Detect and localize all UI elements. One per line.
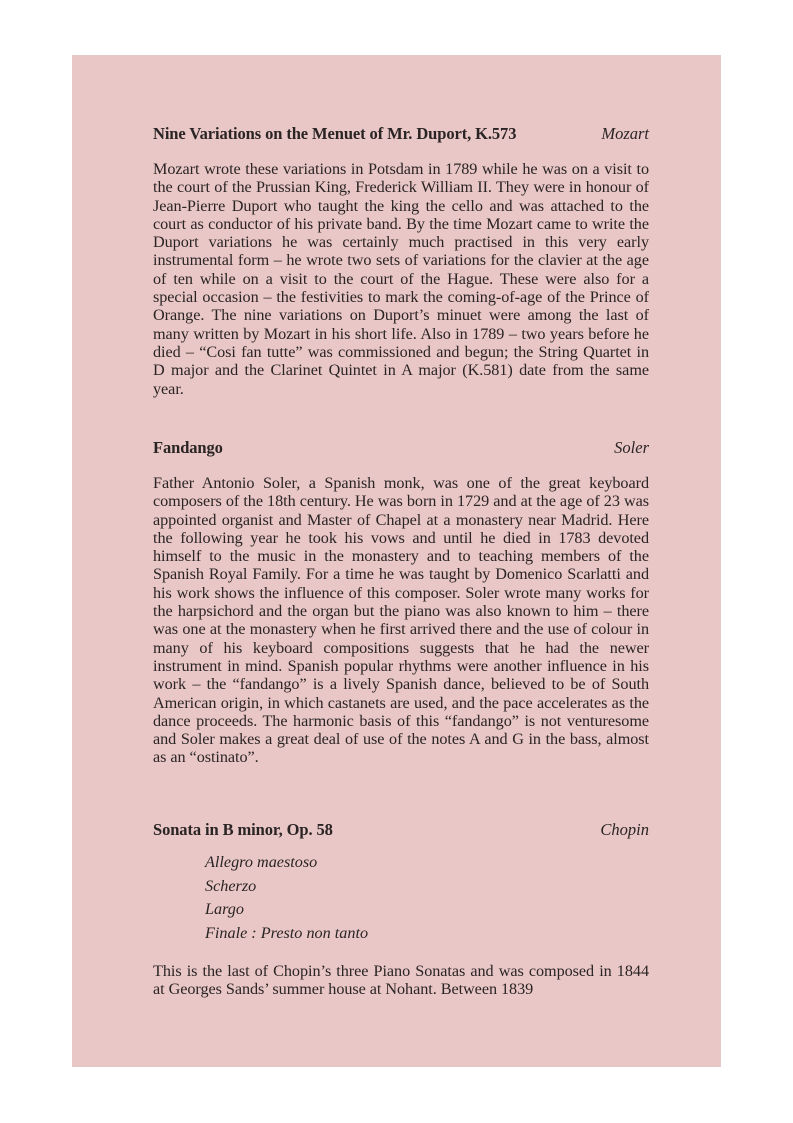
piece-notes: This is the last of Chopin’s three Piano Sonatas and was composed in 1844 at Georges Sands’ summer house at Nohant. Between 1839 [153, 962, 649, 999]
movement-item: Scherzo [205, 876, 257, 895]
composer-name: Soler [614, 438, 649, 457]
movement-item: Finale : Presto non tanto [205, 923, 369, 942]
composer-name: Mozart [601, 124, 649, 143]
piece-title: Fandango [153, 438, 223, 457]
piece-notes: Father Antonio Soler, a Spanish monk, was one of the great keyboard composers of the 18th century. He was born in 1729 and at the age of 23 was appointed organist and Master of Chapel at a monastery near Madrid. Here the following year he took his vows and until he died in 1783 devoted himself to the music in the monastery and to teaching members of the Spanish Royal Family. For a time he was taught by Domenico Scarlatti and his work shows the influence of this composer. Soler wrote many works for the harpsichord and the organ but the piano was also known to him – there was one at the monastery when he first arrived there and the use of colour in many of his keyboard compositions suggests that he had the newer instrument in mind. Spanish popular rhythms were another influence in his work – the “fandango” is a lively Spanish dance, believed to be of South American origin, in which castanets are used, and the pace accelerates as the dance proceeds. The harmonic basis of this “fandango” is not venturesome and Soler makes a great deal of use of the notes A and G in the bass, almost as an “ostinato”. [153, 474, 649, 767]
piece-title: Nine Variations on the Menuet of Mr. Duport, K.573 [153, 124, 517, 143]
movement-list [153, 851, 649, 945]
piece-notes: Mozart wrote these variations in Potsdam in 1789 while he was on a visit to the court of the Prussian King, Frederick William II. They were in honour of Jean-Pierre Duport who taught the king the cello and was attached to the court as conductor of his private band. By the time Mozart came to write the Duport variations he was certainly much practised in this very early instrumental form – he wrote two sets of variations for the clavier at the age of ten while on a visit to the court of the Hague. These were also for a special occasion – the festivities to mark the coming-of-age of the Prince of Orange. The nine variations on Duport’s minuet were among the last of many written by Mozart in his short life. Also in 1789 – two years before he died – “Cosi fan tutte” was commissioned and begun; the String Quartet in D major and the Clarinet Quintet in A major (K.581) date from the same year. [153, 160, 649, 398]
section-heading [153, 123, 649, 145]
movement-item: Allegro maestoso [205, 853, 318, 871]
section-heading [153, 819, 649, 841]
section-mozart [153, 123, 649, 398]
movement-item: Largo [205, 900, 244, 918]
section-chopin [153, 819, 649, 999]
section-heading [153, 437, 649, 459]
composer-name: Chopin [600, 820, 649, 839]
piece-title: Sonata in B minor, Op. 58 [153, 820, 333, 839]
section-soler [153, 437, 649, 767]
